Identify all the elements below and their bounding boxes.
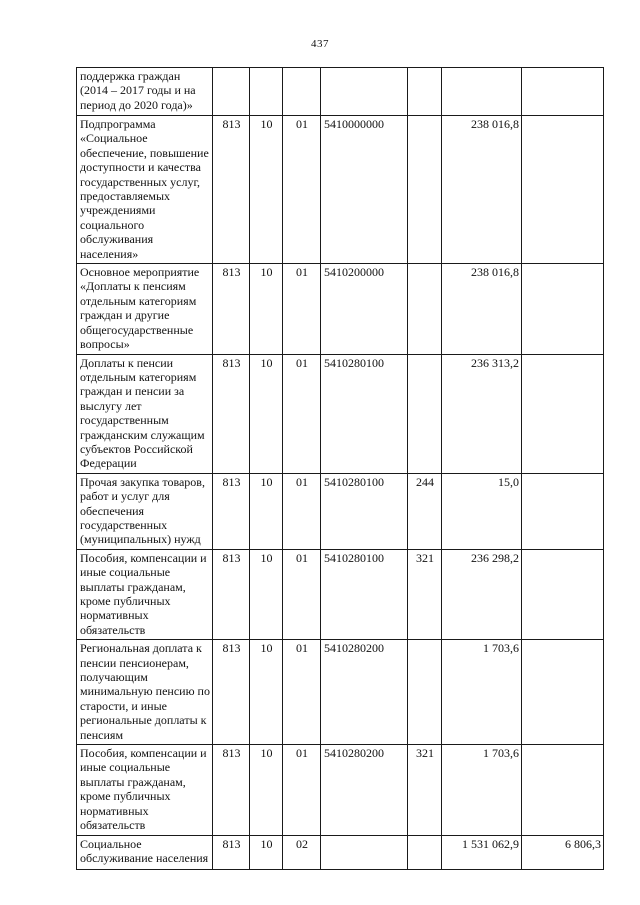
sum-extra-cell (522, 473, 604, 549)
rz-cell: 10 (250, 640, 283, 745)
pr-cell: 01 (283, 264, 321, 354)
rz-cell: 10 (250, 745, 283, 835)
vr-cell (408, 354, 442, 473)
rz-cell: 10 (250, 549, 283, 639)
sum-cell: 1 703,6 (442, 745, 522, 835)
pr-cell: 01 (283, 116, 321, 264)
pr-cell: 01 (283, 354, 321, 473)
page-number: 437 (311, 38, 329, 50)
gr-cell: 813 (213, 835, 250, 869)
sum-extra-cell (522, 68, 604, 116)
table-row (77, 116, 604, 264)
pr-cell: 01 (283, 745, 321, 835)
budget-table (76, 67, 604, 870)
sum-cell: 1 703,6 (442, 640, 522, 745)
vr-cell: 244 (408, 473, 442, 549)
gr-cell: 813 (213, 549, 250, 639)
row-name-cell: Социальное обслуживание населения (77, 835, 213, 869)
csr-cell: 5410280200 (321, 745, 408, 835)
pr-cell: 01 (283, 473, 321, 549)
gr-cell: 813 (213, 745, 250, 835)
sum-cell: 236 298,2 (442, 549, 522, 639)
csr-cell (321, 835, 408, 869)
sum-cell: 236 313,2 (442, 354, 522, 473)
csr-cell (321, 68, 408, 116)
vr-cell (408, 264, 442, 354)
gr-cell: 813 (213, 473, 250, 549)
sum-cell: 1 531 062,9 (442, 835, 522, 869)
csr-cell: 5410280100 (321, 549, 408, 639)
table-row (77, 835, 604, 869)
row-name-cell: Прочая закупка товаров, работ и услуг для обеспечения государственных (муниципальных) нужд (77, 473, 213, 549)
row-name-cell: Пособия, компенсации и иные социальные выплаты гражданам, кроме публичных нормативных обязательств (77, 549, 213, 639)
sum-cell (442, 68, 522, 116)
vr-cell: 321 (408, 745, 442, 835)
pr-cell (283, 68, 321, 116)
sum-cell: 15,0 (442, 473, 522, 549)
row-name-cell: Пособия, компенсации и иные социальные выплаты гражданам, кроме публичных нормативных обязательств (77, 745, 213, 835)
table-row (77, 473, 604, 549)
rz-cell: 10 (250, 116, 283, 264)
table-row (77, 264, 604, 354)
vr-cell (408, 640, 442, 745)
csr-cell: 5410200000 (321, 264, 408, 354)
gr-cell: 813 (213, 640, 250, 745)
sum-extra-cell (522, 354, 604, 473)
row-name-cell: Основное мероприятие «Доплаты к пенсиям отдельным категориям граждан и другие общегосударственные вопросы» (77, 264, 213, 354)
gr-cell: 813 (213, 264, 250, 354)
gr-cell (213, 68, 250, 116)
pr-cell: 02 (283, 835, 321, 869)
sum-extra-cell (522, 640, 604, 745)
vr-cell (408, 835, 442, 869)
table-row (77, 549, 604, 639)
row-name-cell: Региональная доплата к пенсии пенсионерам, получающим минимальную пенсию по старости, и иные региональные доплаты к пенсиям (77, 640, 213, 745)
sum-extra-cell (522, 549, 604, 639)
csr-cell: 5410280100 (321, 354, 408, 473)
rz-cell (250, 68, 283, 116)
table-row (77, 640, 604, 745)
row-name-cell: Подпрограмма «Социальное обеспечение, повышение доступности и качества государственных услуг, предоставляемых учреждениями социального обслуживания населения» (77, 116, 213, 264)
rz-cell: 10 (250, 473, 283, 549)
sum-extra-cell (522, 116, 604, 264)
sum-extra-cell (522, 745, 604, 835)
sum-extra-cell (522, 264, 604, 354)
sum-cell: 238 016,8 (442, 116, 522, 264)
sum-extra-cell: 6 806,3 (522, 835, 604, 869)
rz-cell: 10 (250, 264, 283, 354)
table-row (77, 354, 604, 473)
csr-cell: 5410280200 (321, 640, 408, 745)
sum-cell: 238 016,8 (442, 264, 522, 354)
vr-cell: 321 (408, 549, 442, 639)
csr-cell: 5410000000 (321, 116, 408, 264)
pr-cell: 01 (283, 640, 321, 745)
table-row (77, 745, 604, 835)
row-name-cell: Доплаты к пенсии отдельным категориям граждан и пенсии за выслугу лет государственным гражданским служащим субъектов Российской Федерации (77, 354, 213, 473)
table-row (77, 68, 604, 116)
rz-cell: 10 (250, 354, 283, 473)
vr-cell (408, 116, 442, 264)
gr-cell: 813 (213, 116, 250, 264)
pr-cell: 01 (283, 549, 321, 639)
gr-cell: 813 (213, 354, 250, 473)
rz-cell: 10 (250, 835, 283, 869)
vr-cell (408, 68, 442, 116)
csr-cell: 5410280100 (321, 473, 408, 549)
row-name-cell: поддержка граждан (2014 – 2017 годы и на период до 2020 года)» (77, 68, 213, 116)
